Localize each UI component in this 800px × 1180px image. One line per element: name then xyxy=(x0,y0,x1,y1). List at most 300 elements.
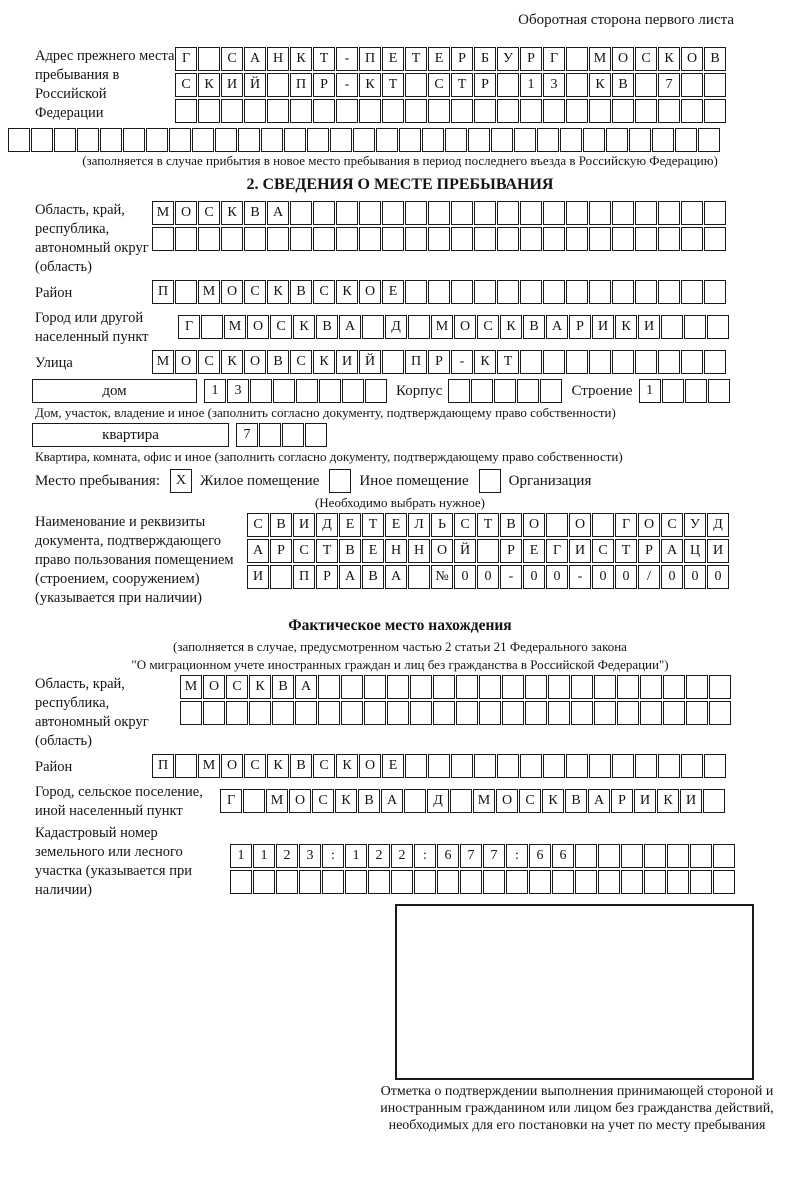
char-cell[interactable] xyxy=(612,754,634,778)
char-cell[interactable]: П xyxy=(290,73,312,97)
char-cell[interactable]: Е xyxy=(428,47,450,71)
char-cell[interactable]: № xyxy=(431,565,453,589)
char-cell[interactable] xyxy=(612,201,634,225)
char-cell[interactable]: К xyxy=(336,754,358,778)
char-cell[interactable] xyxy=(704,73,726,97)
char-cell[interactable]: В xyxy=(565,789,587,813)
char-cell[interactable]: С xyxy=(198,350,220,374)
char-cell[interactable]: О xyxy=(289,789,311,813)
char-cell[interactable]: К xyxy=(293,315,315,339)
char-cell[interactable] xyxy=(428,754,450,778)
char-cell[interactable] xyxy=(270,565,292,589)
char-cell[interactable]: - xyxy=(569,565,591,589)
char-cell[interactable] xyxy=(330,128,352,152)
char-cell[interactable]: А xyxy=(661,539,683,563)
char-cell[interactable]: С xyxy=(247,513,269,537)
char-cell[interactable]: В xyxy=(362,565,384,589)
char-cell[interactable] xyxy=(589,280,611,304)
char-cell[interactable]: С xyxy=(293,539,315,563)
char-cell[interactable] xyxy=(566,47,588,71)
char-cell[interactable] xyxy=(336,201,358,225)
char-cell[interactable] xyxy=(451,754,473,778)
char-cell[interactable]: К xyxy=(589,73,611,97)
char-cell[interactable] xyxy=(175,280,197,304)
char-cell[interactable] xyxy=(456,675,478,699)
char-cell[interactable] xyxy=(663,675,685,699)
char-cell[interactable]: О xyxy=(454,315,476,339)
char-cell[interactable]: В xyxy=(267,350,289,374)
char-cell[interactable] xyxy=(571,675,593,699)
char-cell[interactable] xyxy=(589,350,611,374)
char-cell[interactable]: В xyxy=(500,513,522,537)
char-cell[interactable] xyxy=(690,870,712,894)
char-cell[interactable] xyxy=(272,701,294,725)
char-cell[interactable]: В xyxy=(358,789,380,813)
char-cell[interactable] xyxy=(250,379,272,403)
char-cell[interactable] xyxy=(685,379,707,403)
char-cell[interactable] xyxy=(707,315,729,339)
char-cell[interactable]: 6 xyxy=(437,844,459,868)
char-cell[interactable] xyxy=(451,280,473,304)
char-cell[interactable]: К xyxy=(657,789,679,813)
char-cell[interactable]: К xyxy=(542,789,564,813)
char-cell[interactable] xyxy=(566,73,588,97)
char-cell[interactable]: П xyxy=(152,754,174,778)
char-cell[interactable] xyxy=(146,128,168,152)
char-cell[interactable] xyxy=(382,227,404,251)
char-cell[interactable] xyxy=(282,423,304,447)
char-cell[interactable]: К xyxy=(221,201,243,225)
char-cell[interactable]: 0 xyxy=(523,565,545,589)
char-cell[interactable]: М xyxy=(473,789,495,813)
char-cell[interactable]: 1 xyxy=(639,379,661,403)
char-cell[interactable] xyxy=(543,227,565,251)
char-cell[interactable] xyxy=(376,128,398,152)
char-cell[interactable] xyxy=(709,701,731,725)
char-cell[interactable] xyxy=(520,201,542,225)
char-cell[interactable] xyxy=(382,201,404,225)
char-cell[interactable] xyxy=(299,870,321,894)
char-cell[interactable] xyxy=(548,701,570,725)
char-cell[interactable] xyxy=(31,128,53,152)
char-cell[interactable] xyxy=(353,128,375,152)
char-cell[interactable]: О xyxy=(431,539,453,563)
char-cell[interactable] xyxy=(365,379,387,403)
char-cell[interactable] xyxy=(520,754,542,778)
char-cell[interactable] xyxy=(621,870,643,894)
char-cell[interactable]: : xyxy=(414,844,436,868)
char-cell[interactable] xyxy=(359,227,381,251)
char-cell[interactable]: Н xyxy=(267,47,289,71)
char-cell[interactable] xyxy=(612,350,634,374)
char-cell[interactable] xyxy=(681,754,703,778)
char-cell[interactable] xyxy=(606,128,628,152)
char-cell[interactable]: А xyxy=(588,789,610,813)
char-cell[interactable]: Д xyxy=(316,513,338,537)
char-cell[interactable]: С xyxy=(244,754,266,778)
char-cell[interactable] xyxy=(267,73,289,97)
char-cell[interactable]: К xyxy=(267,280,289,304)
char-cell[interactable] xyxy=(517,379,539,403)
char-cell[interactable] xyxy=(497,280,519,304)
char-cell[interactable]: Д xyxy=(385,315,407,339)
char-cell[interactable] xyxy=(704,99,726,123)
char-cell[interactable] xyxy=(273,379,295,403)
char-cell[interactable]: А xyxy=(295,675,317,699)
char-cell[interactable] xyxy=(575,844,597,868)
char-cell[interactable]: Г xyxy=(543,47,565,71)
char-cell[interactable]: И xyxy=(336,350,358,374)
char-cell[interactable] xyxy=(658,754,680,778)
char-cell[interactable] xyxy=(474,99,496,123)
char-cell[interactable] xyxy=(658,201,680,225)
char-cell[interactable]: 7 xyxy=(658,73,680,97)
char-cell[interactable]: - xyxy=(500,565,522,589)
char-cell[interactable] xyxy=(529,870,551,894)
char-cell[interactable]: 7 xyxy=(236,423,258,447)
char-cell[interactable]: В xyxy=(270,513,292,537)
char-cell[interactable]: С xyxy=(312,789,334,813)
char-cell[interactable] xyxy=(543,280,565,304)
char-cell[interactable] xyxy=(201,315,223,339)
char-cell[interactable]: Г xyxy=(615,513,637,537)
char-cell[interactable]: К xyxy=(267,754,289,778)
char-cell[interactable] xyxy=(451,201,473,225)
char-cell[interactable]: С xyxy=(175,73,197,97)
char-cell[interactable]: А xyxy=(244,47,266,71)
char-cell[interactable]: 2 xyxy=(276,844,298,868)
char-cell[interactable]: Т xyxy=(497,350,519,374)
char-cell[interactable] xyxy=(249,701,271,725)
char-cell[interactable] xyxy=(405,201,427,225)
char-cell[interactable]: У xyxy=(497,47,519,71)
char-cell[interactable]: Т xyxy=(451,73,473,97)
char-cell[interactable] xyxy=(364,675,386,699)
char-cell[interactable] xyxy=(667,870,689,894)
char-cell[interactable] xyxy=(560,128,582,152)
char-cell[interactable]: О xyxy=(359,280,381,304)
char-cell[interactable] xyxy=(471,379,493,403)
char-cell[interactable] xyxy=(566,99,588,123)
char-cell[interactable] xyxy=(502,701,524,725)
char-cell[interactable]: М xyxy=(224,315,246,339)
char-cell[interactable]: С xyxy=(592,539,614,563)
char-cell[interactable] xyxy=(704,227,726,251)
char-cell[interactable] xyxy=(491,128,513,152)
char-cell[interactable] xyxy=(368,870,390,894)
char-cell[interactable] xyxy=(364,701,386,725)
char-cell[interactable]: 0 xyxy=(477,565,499,589)
char-cell[interactable] xyxy=(483,870,505,894)
char-cell[interactable]: 6 xyxy=(552,844,574,868)
char-cell[interactable] xyxy=(8,128,30,152)
char-cell[interactable]: 6 xyxy=(529,844,551,868)
char-cell[interactable] xyxy=(253,870,275,894)
char-cell[interactable] xyxy=(198,47,220,71)
char-cell[interactable]: - xyxy=(336,73,358,97)
char-cell[interactable]: Г xyxy=(178,315,200,339)
char-cell[interactable] xyxy=(387,675,409,699)
char-cell[interactable] xyxy=(267,99,289,123)
char-cell[interactable] xyxy=(709,675,731,699)
char-cell[interactable]: Р xyxy=(474,73,496,97)
char-cell[interactable]: С xyxy=(477,315,499,339)
char-cell[interactable] xyxy=(451,227,473,251)
char-cell[interactable] xyxy=(506,870,528,894)
char-cell[interactable]: М xyxy=(198,754,220,778)
char-cell[interactable]: К xyxy=(290,47,312,71)
char-cell[interactable] xyxy=(77,128,99,152)
char-cell[interactable]: : xyxy=(322,844,344,868)
char-cell[interactable] xyxy=(313,99,335,123)
char-cell[interactable] xyxy=(537,128,559,152)
char-cell[interactable]: 2 xyxy=(368,844,390,868)
char-cell[interactable] xyxy=(704,350,726,374)
char-cell[interactable]: Й xyxy=(244,73,266,97)
char-cell[interactable] xyxy=(520,280,542,304)
char-cell[interactable]: Р xyxy=(569,315,591,339)
char-cell[interactable] xyxy=(428,201,450,225)
char-cell[interactable] xyxy=(319,379,341,403)
char-cell[interactable] xyxy=(399,128,421,152)
char-cell[interactable] xyxy=(404,789,426,813)
char-cell[interactable] xyxy=(276,870,298,894)
char-cell[interactable]: С xyxy=(221,47,243,71)
char-cell[interactable] xyxy=(405,280,427,304)
char-cell[interactable] xyxy=(635,201,657,225)
char-cell[interactable]: М xyxy=(589,47,611,71)
char-cell[interactable] xyxy=(474,280,496,304)
char-cell[interactable] xyxy=(681,280,703,304)
char-cell[interactable]: П xyxy=(152,280,174,304)
char-cell[interactable]: К xyxy=(474,350,496,374)
char-cell[interactable]: С xyxy=(635,47,657,71)
char-cell[interactable]: К xyxy=(198,73,220,97)
char-cell[interactable] xyxy=(575,870,597,894)
char-cell[interactable]: Й xyxy=(454,539,476,563)
char-cell[interactable]: В xyxy=(316,315,338,339)
char-cell[interactable] xyxy=(433,675,455,699)
char-cell[interactable] xyxy=(566,227,588,251)
char-cell[interactable] xyxy=(259,423,281,447)
char-cell[interactable]: Т xyxy=(615,539,637,563)
char-cell[interactable] xyxy=(497,201,519,225)
char-cell[interactable]: 0 xyxy=(592,565,614,589)
char-cell[interactable]: К xyxy=(500,315,522,339)
char-cell[interactable] xyxy=(221,227,243,251)
char-cell[interactable] xyxy=(662,379,684,403)
char-cell[interactable] xyxy=(635,227,657,251)
char-cell[interactable]: Е xyxy=(382,754,404,778)
char-cell[interactable]: С xyxy=(290,350,312,374)
char-cell[interactable]: В xyxy=(290,280,312,304)
char-cell[interactable]: И xyxy=(221,73,243,97)
char-cell[interactable] xyxy=(414,870,436,894)
char-cell[interactable] xyxy=(221,99,243,123)
char-cell[interactable] xyxy=(359,201,381,225)
char-cell[interactable]: 1 xyxy=(204,379,226,403)
char-cell[interactable] xyxy=(502,675,524,699)
char-cell[interactable] xyxy=(592,513,614,537)
char-cell[interactable]: П xyxy=(293,565,315,589)
char-cell[interactable] xyxy=(152,227,174,251)
char-cell[interactable] xyxy=(428,99,450,123)
char-cell[interactable] xyxy=(658,350,680,374)
char-cell[interactable] xyxy=(543,350,565,374)
char-cell[interactable] xyxy=(336,227,358,251)
char-cell[interactable]: А xyxy=(385,565,407,589)
char-cell[interactable] xyxy=(640,675,662,699)
char-cell[interactable] xyxy=(468,128,490,152)
char-cell[interactable]: В xyxy=(290,754,312,778)
char-cell[interactable] xyxy=(621,844,643,868)
char-cell[interactable] xyxy=(479,675,501,699)
char-cell[interactable]: К xyxy=(359,73,381,97)
char-cell[interactable] xyxy=(703,789,725,813)
char-cell[interactable] xyxy=(295,701,317,725)
char-cell[interactable] xyxy=(123,128,145,152)
char-cell[interactable] xyxy=(543,99,565,123)
char-cell[interactable]: И xyxy=(569,539,591,563)
char-cell[interactable] xyxy=(598,844,620,868)
char-cell[interactable] xyxy=(617,701,639,725)
char-cell[interactable] xyxy=(296,379,318,403)
char-cell[interactable] xyxy=(474,201,496,225)
char-cell[interactable] xyxy=(391,870,413,894)
char-cell[interactable] xyxy=(387,701,409,725)
char-cell[interactable]: Р xyxy=(313,73,335,97)
char-cell[interactable]: С xyxy=(226,675,248,699)
char-cell[interactable]: О xyxy=(247,315,269,339)
char-cell[interactable] xyxy=(244,227,266,251)
char-cell[interactable] xyxy=(497,227,519,251)
char-cell[interactable] xyxy=(290,201,312,225)
char-cell[interactable] xyxy=(261,128,283,152)
char-cell[interactable] xyxy=(215,128,237,152)
char-cell[interactable]: / xyxy=(638,565,660,589)
char-cell[interactable] xyxy=(520,99,542,123)
char-cell[interactable]: В xyxy=(704,47,726,71)
char-cell[interactable] xyxy=(494,379,516,403)
char-cell[interactable] xyxy=(313,201,335,225)
char-cell[interactable]: О xyxy=(569,513,591,537)
char-cell[interactable]: - xyxy=(336,47,358,71)
char-cell[interactable] xyxy=(341,701,363,725)
char-cell[interactable]: Ь xyxy=(431,513,453,537)
char-cell[interactable]: И xyxy=(247,565,269,589)
char-cell[interactable]: О xyxy=(175,350,197,374)
char-cell[interactable] xyxy=(307,128,329,152)
char-cell[interactable] xyxy=(698,128,720,152)
char-cell[interactable] xyxy=(305,423,327,447)
char-cell[interactable] xyxy=(514,128,536,152)
char-cell[interactable] xyxy=(594,701,616,725)
char-cell[interactable]: Р xyxy=(611,789,633,813)
char-cell[interactable] xyxy=(405,227,427,251)
char-cell[interactable]: М xyxy=(198,280,220,304)
char-cell[interactable] xyxy=(566,754,588,778)
char-cell[interactable]: Е xyxy=(385,513,407,537)
char-cell[interactable]: А xyxy=(247,539,269,563)
char-cell[interactable] xyxy=(474,754,496,778)
char-cell[interactable]: И xyxy=(680,789,702,813)
char-cell[interactable] xyxy=(543,754,565,778)
char-cell[interactable]: С xyxy=(519,789,541,813)
char-cell[interactable] xyxy=(635,350,657,374)
char-cell[interactable] xyxy=(652,128,674,152)
char-cell[interactable]: С xyxy=(313,280,335,304)
char-cell[interactable]: О xyxy=(221,754,243,778)
char-cell[interactable]: 0 xyxy=(661,565,683,589)
char-cell[interactable] xyxy=(681,201,703,225)
char-cell[interactable] xyxy=(684,315,706,339)
char-cell[interactable] xyxy=(589,227,611,251)
char-cell[interactable] xyxy=(230,870,252,894)
char-cell[interactable]: К xyxy=(615,315,637,339)
char-cell[interactable]: И xyxy=(293,513,315,537)
char-cell[interactable]: Т xyxy=(382,73,404,97)
char-cell[interactable] xyxy=(681,73,703,97)
char-cell[interactable] xyxy=(226,701,248,725)
char-cell[interactable] xyxy=(290,99,312,123)
char-cell[interactable] xyxy=(612,227,634,251)
char-cell[interactable]: О xyxy=(496,789,518,813)
char-cell[interactable]: О xyxy=(359,754,381,778)
char-cell[interactable] xyxy=(313,227,335,251)
char-cell[interactable]: - xyxy=(451,350,473,374)
char-cell[interactable] xyxy=(54,128,76,152)
char-cell[interactable]: П xyxy=(405,350,427,374)
char-cell[interactable] xyxy=(681,227,703,251)
char-cell[interactable] xyxy=(203,701,225,725)
char-cell[interactable]: И xyxy=(592,315,614,339)
char-cell[interactable]: 7 xyxy=(483,844,505,868)
char-cell[interactable] xyxy=(192,128,214,152)
char-cell[interactable] xyxy=(238,128,260,152)
char-cell[interactable]: Н xyxy=(408,539,430,563)
char-cell[interactable]: К xyxy=(249,675,271,699)
apartment-box[interactable] xyxy=(32,423,229,447)
char-cell[interactable] xyxy=(661,315,683,339)
char-cell[interactable] xyxy=(713,844,735,868)
char-cell[interactable]: Е xyxy=(339,513,361,537)
char-cell[interactable] xyxy=(658,280,680,304)
char-cell[interactable] xyxy=(635,754,657,778)
char-cell[interactable] xyxy=(456,701,478,725)
char-cell[interactable]: Г xyxy=(175,47,197,71)
char-cell[interactable] xyxy=(382,99,404,123)
char-cell[interactable]: 0 xyxy=(707,565,729,589)
char-cell[interactable]: Г xyxy=(546,539,568,563)
char-cell[interactable] xyxy=(477,539,499,563)
char-cell[interactable] xyxy=(686,701,708,725)
char-cell[interactable] xyxy=(589,754,611,778)
char-cell[interactable]: К xyxy=(336,280,358,304)
char-cell[interactable]: У xyxy=(684,513,706,537)
char-cell[interactable]: К xyxy=(335,789,357,813)
char-cell[interactable]: С xyxy=(198,201,220,225)
char-cell[interactable]: С xyxy=(428,73,450,97)
residential-checkbox[interactable]: X xyxy=(170,469,192,493)
char-cell[interactable]: Е xyxy=(382,47,404,71)
char-cell[interactable] xyxy=(571,701,593,725)
char-cell[interactable] xyxy=(284,128,306,152)
char-cell[interactable]: О xyxy=(203,675,225,699)
char-cell[interactable] xyxy=(598,870,620,894)
char-cell[interactable] xyxy=(635,280,657,304)
char-cell[interactable] xyxy=(267,227,289,251)
char-cell[interactable] xyxy=(525,701,547,725)
